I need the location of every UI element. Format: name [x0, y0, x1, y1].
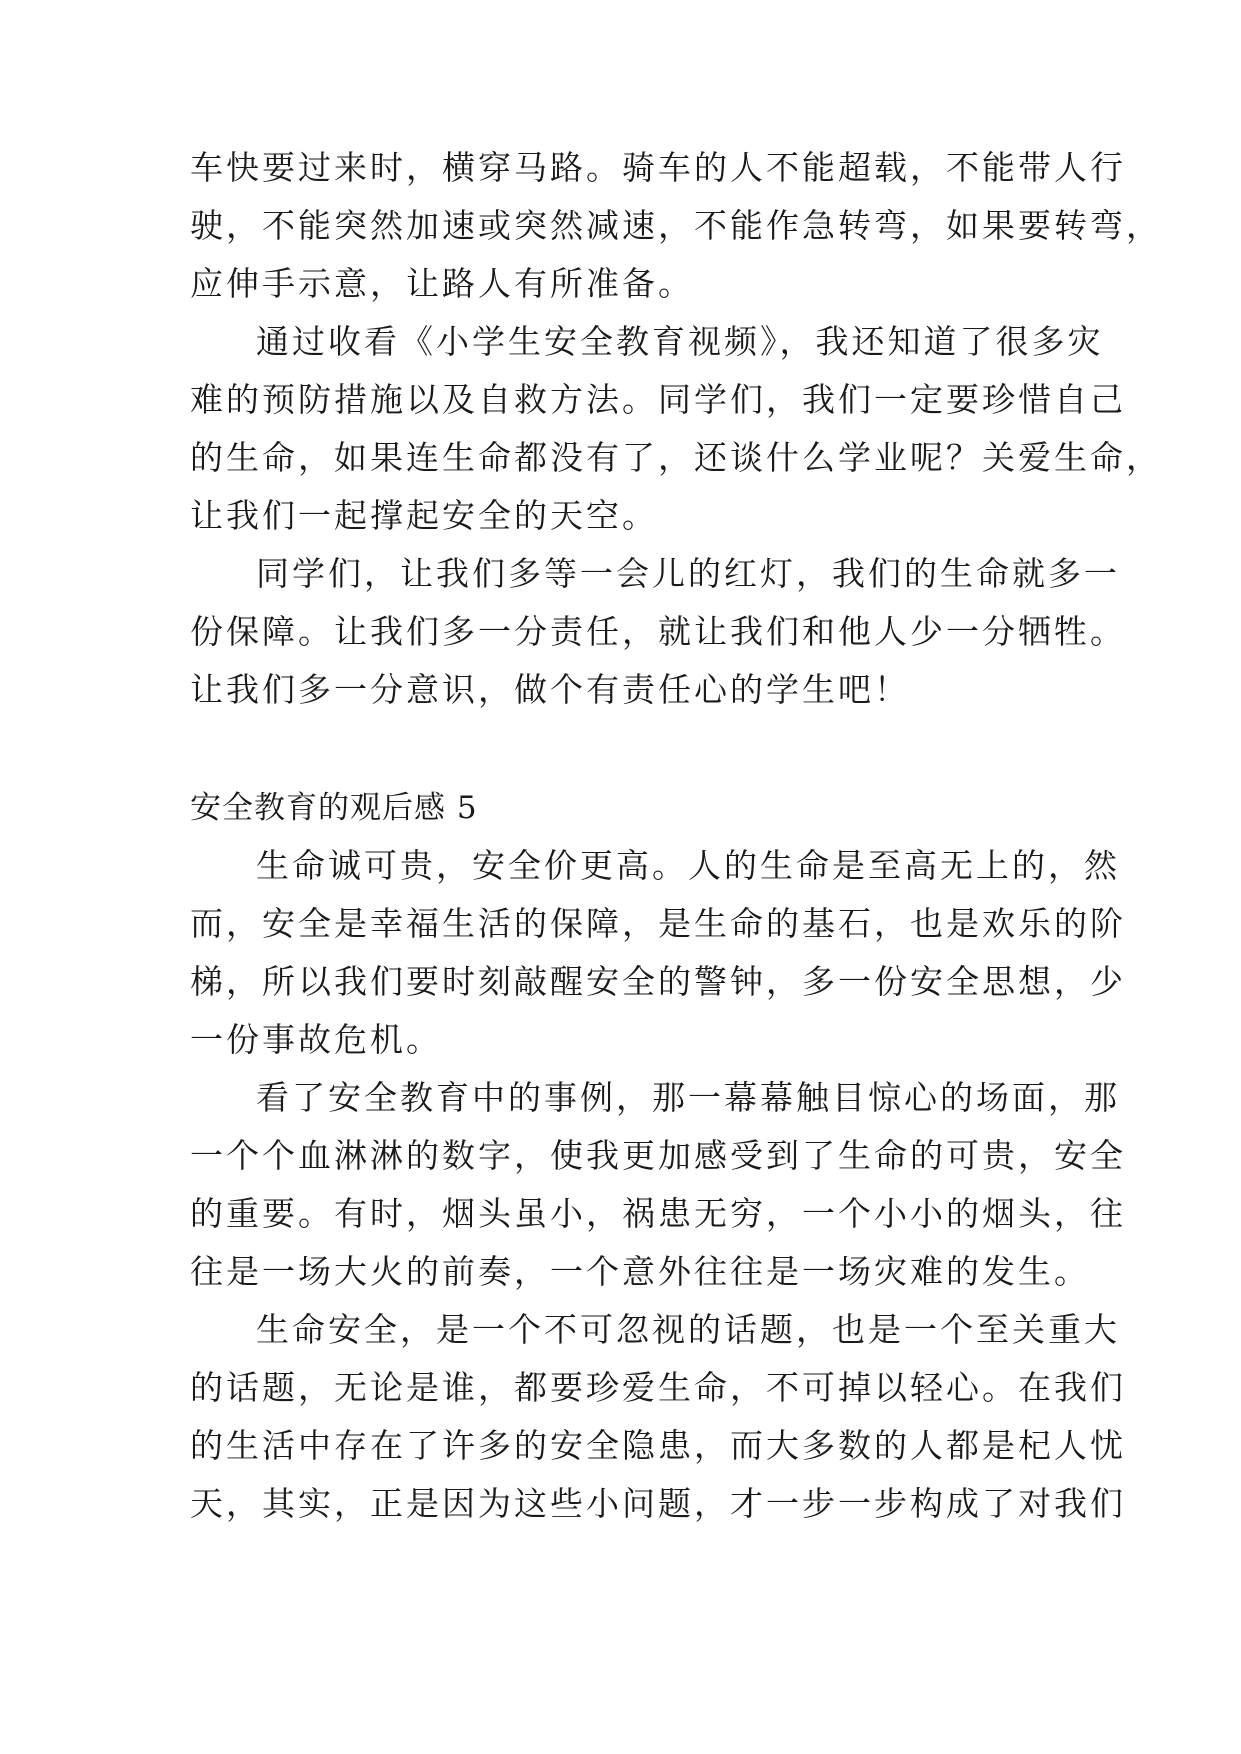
text-line: 天，其实，正是因为这些小问题，才一步一步构成了对我们: [190, 1484, 1126, 1523]
text-line: 同学们，让我们多等一会儿的红灯，我们的生命就多一: [256, 554, 1120, 593]
text-line: 让我们多一分意识，做个有责任心的学生吧！: [190, 670, 910, 709]
text-line: 生命诚可贵，安全价更高。人的生命是至高无上的，然: [256, 846, 1120, 885]
text-line: 驶，不能突然加速或突然减速，不能作急转弯，如果要转弯，: [190, 206, 1162, 245]
text-line: 车快要过来时，横穿马路。骑车的人不能超载，不能带人行: [190, 148, 1126, 187]
text-line: 一个个血淋淋的数字，使我更加感受到了生命的可贵，安全: [190, 1136, 1126, 1175]
text-line: 通过收看《小学生安全教育视频》，我还知道了很多灾: [256, 322, 1104, 361]
text-line: 一份事故危机。: [190, 1020, 442, 1059]
text-line: 而，安全是幸福生活的保障，是生命的基石，也是欢乐的阶: [190, 904, 1126, 943]
text-line: 让我们一起撑起安全的天空。: [190, 496, 658, 535]
text-line: 的生命，如果连生命都没有了，还谈什么学业呢？关爱生命，: [190, 438, 1162, 477]
text-line: 梯，所以我们要时刻敲醒安全的警钟，多一份安全思想，少: [190, 962, 1126, 1001]
section-heading: 安全教育的观后感 5: [190, 790, 478, 826]
text-line: 的重要。有时，烟头虽小，祸患无穷，一个小小的烟头，往: [190, 1194, 1126, 1233]
text-line: 的话题，无论是谁，都要珍爱生命，不可掉以轻心。在我们: [190, 1368, 1126, 1407]
text-line: 应伸手示意，让路人有所准备。: [190, 264, 694, 303]
text-line: 难的预防措施以及自救方法。同学们，我们一定要珍惜自己: [190, 380, 1126, 419]
text-line: 看了安全教育中的事例，那一幕幕触目惊心的场面，那: [256, 1078, 1120, 1117]
text-line: 份保障。让我们多一分责任，就让我们和他人少一分牺牲。: [190, 612, 1126, 651]
text-line: 往是一场大火的前奏，一个意外往往是一场灾难的发生。: [190, 1252, 1090, 1291]
text-line: 的生活中存在了许多的安全隐患，而大多数的人都是杞人忧: [190, 1426, 1126, 1465]
text-line: 生命安全，是一个不可忽视的话题，也是一个至关重大: [256, 1310, 1120, 1349]
